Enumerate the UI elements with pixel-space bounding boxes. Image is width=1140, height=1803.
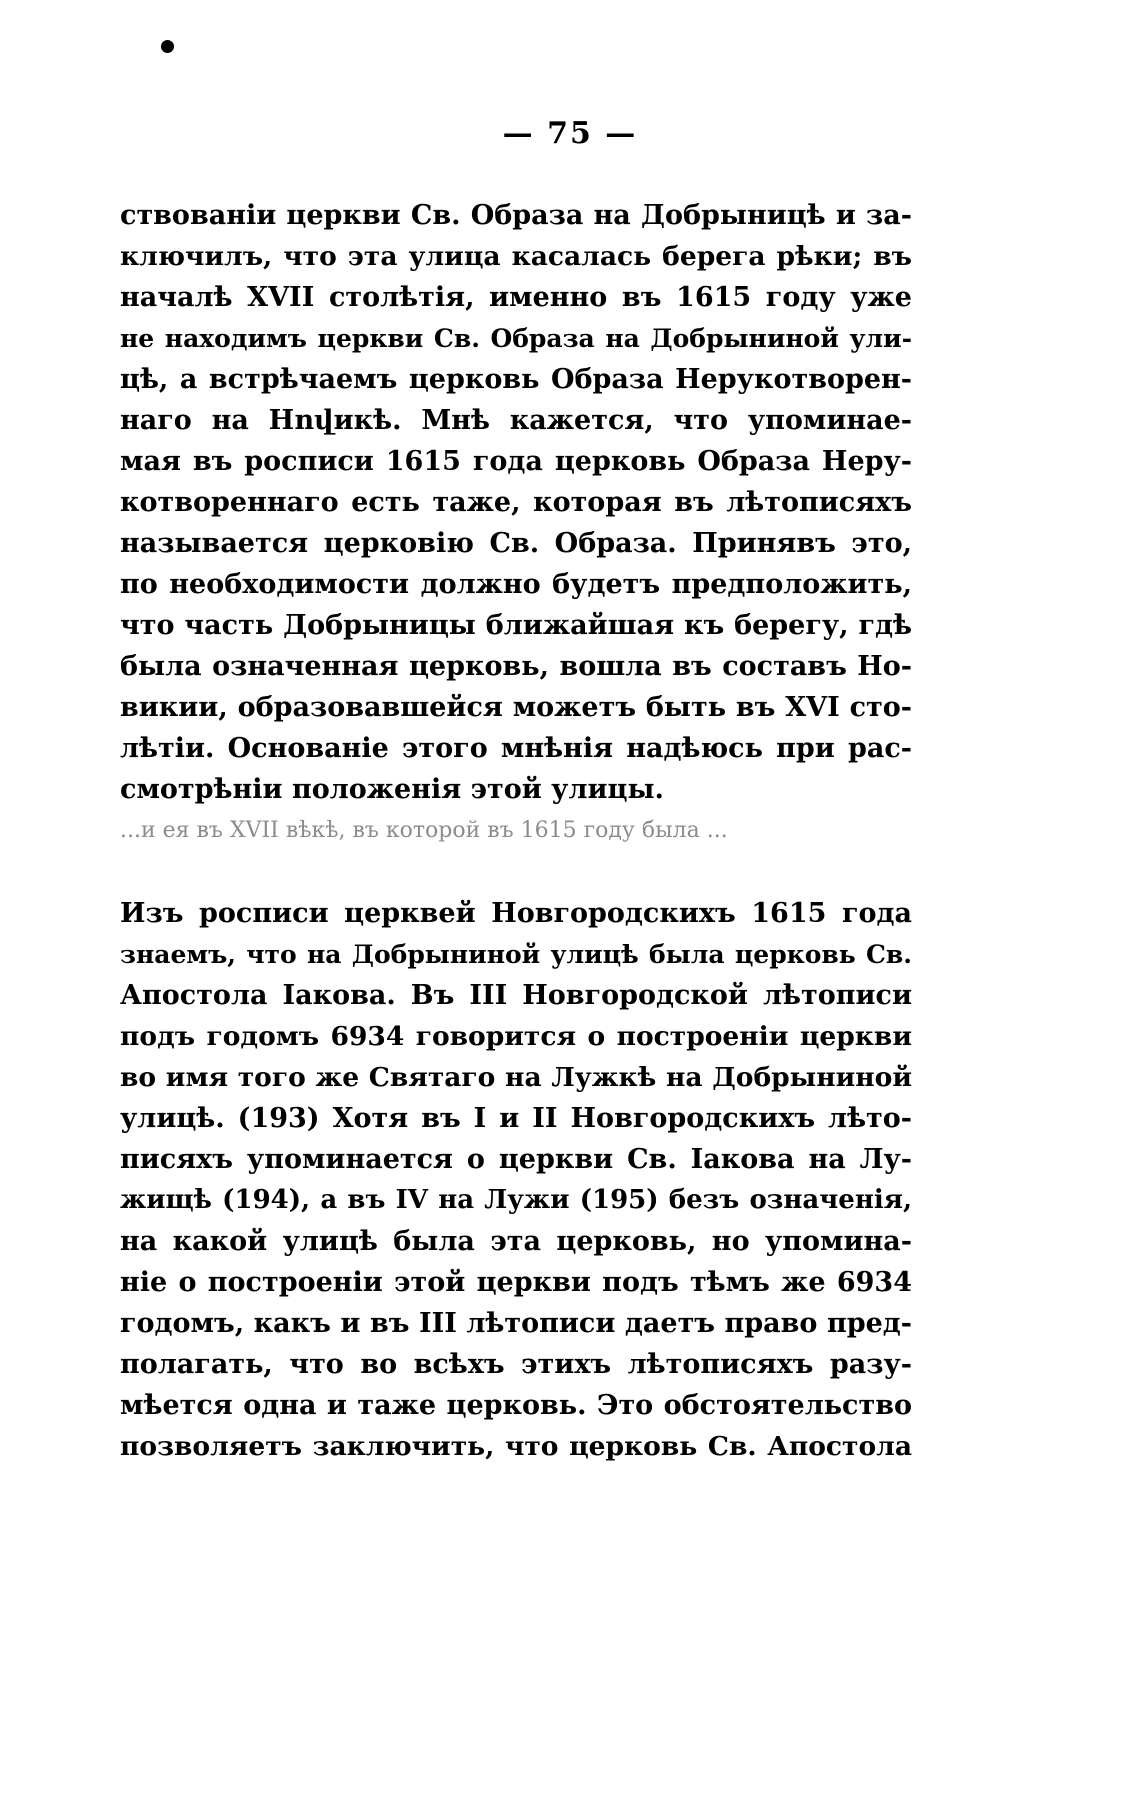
text-line: позволяетъ заключить, что церковь Св. Апостола — [120, 1431, 912, 1462]
paragraph-1 — [120, 195, 912, 851]
text-line: улицѣ. (193) Хотя въ I и II Новгородскихъ лѣто- — [120, 1103, 912, 1134]
text-line: ключилъ, что эта улица касалась берега рѣки; въ — [120, 241, 912, 272]
text-line: годомъ, какъ и въ III лѣтописи даетъ право пред- — [120, 1308, 912, 1339]
text-line: мѣется одна и таже церковь. Это обстоятельство — [120, 1390, 912, 1421]
text-line: ніе о построеніи этой церкви подъ тѣмъ же 6934 — [120, 1267, 912, 1298]
text-line: лѣтіи. Основаніе этого мнѣнія надѣюсь при рас- — [120, 733, 912, 764]
text-line: жищѣ (194), а въ IV на Лужи (195) безъ означенія, — [120, 1185, 912, 1215]
text-line: полагать, что во всѣхъ этихъ лѣтописяхъ разу- — [120, 1349, 912, 1380]
text-line: началѣ XVII столѣтія, именно въ 1615 году уже — [120, 282, 912, 313]
text-line: Апостола Іакова. Въ III Новгородской лѣтописи — [120, 980, 912, 1011]
text-line: Изъ росписи церквей Новгородскихъ 1615 года — [120, 898, 912, 929]
text-line: называется церковію Св. Образа. Принявъ это, — [120, 528, 912, 559]
text-line: котвореннаго есть таже, которая въ лѣтописяхъ — [120, 487, 912, 518]
paragraph-2 — [120, 893, 912, 1467]
text-line: викии, образовавшейся можетъ быть въ XVI сто- — [120, 692, 912, 723]
text-line: мая въ росписи 1615 года церковь Образа Неру- — [120, 446, 912, 477]
text-line: подъ годомъ 6934 говорится о построеніи церкви — [120, 1021, 912, 1052]
text-line: знаемъ, что на Добрыниной улицѣ была церковь Св. — [120, 940, 912, 969]
text-line: что часть Добрыницы ближайшая къ берегу, гдѣ — [120, 610, 912, 641]
text-line: ствованіи церкви Св. Образа на Добрыницѣ и за- — [120, 200, 912, 231]
page-number: — 75 — — [502, 116, 638, 151]
text-line: была означенная церковь, вошла въ составъ Но- — [120, 651, 912, 682]
text-line: не находимъ церкви Св. Образа на Добрыниной ули- — [120, 324, 912, 353]
text-line: на какой улицѣ была эта церковь, но упомина- — [120, 1226, 912, 1257]
faded-text-line: ...и ея въ XVII вѣкѣ, въ которой въ 1615 году была ... — [120, 818, 728, 843]
text-line: смотрѣніи положенія этой улицы. — [120, 774, 664, 805]
ink-dot — [161, 40, 174, 53]
text-line: во имя того же Святаго на Лужкѣ на Добрыниной — [120, 1062, 912, 1093]
text-line: писяхъ упоминается о церкви Св. Іакова на Лу- — [120, 1144, 912, 1175]
text-line: цѣ, а встрѣчаемъ церковь Образа Нерукотворен- — [120, 364, 912, 395]
text-line: наго на Нովикѣ. Мнѣ кажется, что упоминае- — [120, 405, 912, 436]
text-line: по необходимости должно будетъ предположить, — [120, 569, 912, 600]
